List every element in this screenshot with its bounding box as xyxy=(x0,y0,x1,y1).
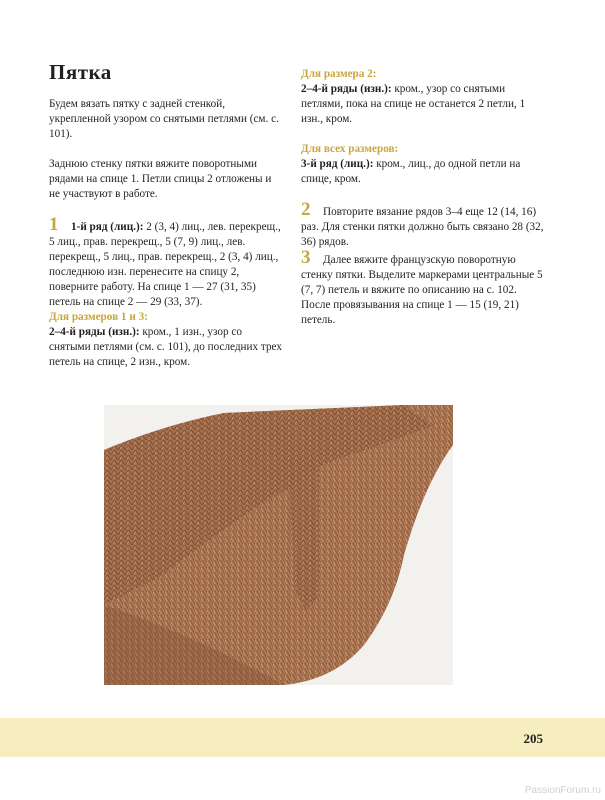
sizes-1-3-text: кром., 1 изн., узор со снятыми петлями (см. с. 101), до последних трех петель на спице, 2 изн., кром. xyxy=(49,326,282,368)
size-2-label: 2–4-й ряды (изн.): xyxy=(301,83,392,95)
sizes-1-3-label: 2–4-й ряды (изн.): xyxy=(49,326,140,338)
step-1-label: 1-й ряд (лиц.): xyxy=(71,221,144,233)
size-2-text: кром., узор со снятыми петлями, пока на спице не останется 2 петли, 1 изн., кром. xyxy=(301,83,526,125)
footer-band xyxy=(0,718,605,757)
right-column xyxy=(301,67,546,328)
all-sizes-label: 3-й ряд (лиц.): xyxy=(301,158,374,170)
step-1 xyxy=(49,214,285,310)
page-number: 205 xyxy=(523,731,543,746)
all-sizes-text: кром., лиц., до одной петли на спице, кром. xyxy=(301,158,521,185)
knitted-heel-photo xyxy=(104,405,453,685)
size-2-heading: Для размера 2: xyxy=(301,68,377,80)
left-column xyxy=(49,97,285,370)
step-1-number: 1 xyxy=(49,214,59,235)
size-2-instructions xyxy=(301,82,546,127)
instructions-paragraph: Заднюю стенку пятки вяжите поворотными рядами на спице 1. Петли спицы 2 отложены и не участвуют в работе. xyxy=(49,158,272,200)
sizes-1-3-instructions xyxy=(49,325,285,370)
sizes-1-3-heading: Для размеров 1 и 3: xyxy=(49,311,148,323)
closing-paragraph: После провязывания на спице 1 — 15 (19, 21) петель. xyxy=(301,299,519,326)
intro-paragraph: Будем вязать пятку с задней стенкой, укрепленной узором со снятыми петлями (см. с. 101). xyxy=(49,98,279,140)
step-1-text: 2 (3, 4) лиц., лев. перекрещ., 5 лиц., прав. перекрещ., 5 (7, 9) лиц., лев. перекрещ., 5 лиц., прав. перекрещ., 2 (3, 4) лиц., последнюю изн. перенесите на спицу 2, поверните работу. На спице 1 — 27 (31, 35) петель на спице 2 — 29 (33, 37). xyxy=(49,221,281,308)
step-3-text: Далее вяжите французскую поворотную стенку пятки. Выделите маркерами центральные 5 (7, 7) петель и вяжите по описанию на с. 102. xyxy=(301,254,543,296)
step-3 xyxy=(301,247,546,298)
watermark: PassionForum.ru xyxy=(524,785,601,796)
step-2 xyxy=(301,199,546,250)
page-title: Пятка xyxy=(49,60,112,84)
all-sizes-instructions xyxy=(301,157,546,187)
step-3-number: 3 xyxy=(301,247,311,268)
step-2-text: Повторите вязание рядов 3–4 еще 12 (14, 16) раз. Для стенки пятки должно быть связано 28 (32, 36) рядов. xyxy=(301,206,544,248)
all-sizes-heading: Для всех размеров: xyxy=(301,143,399,155)
step-2-number: 2 xyxy=(301,199,311,220)
